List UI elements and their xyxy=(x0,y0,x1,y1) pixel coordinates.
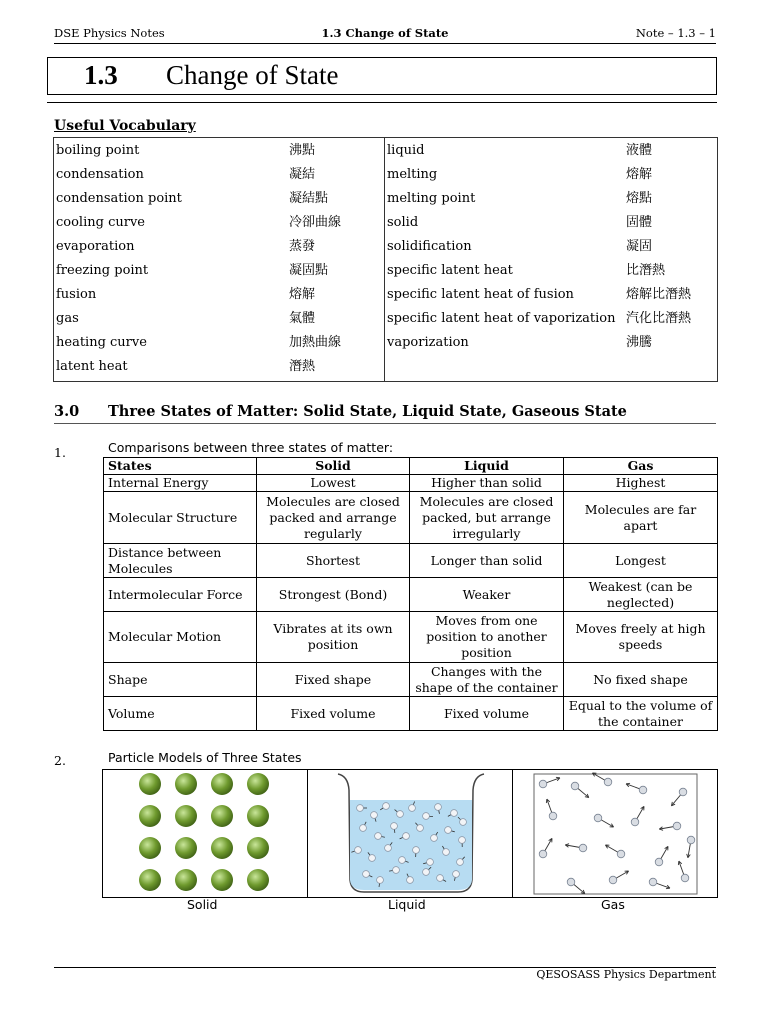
vocab-translation: 潛熱 xyxy=(289,359,316,374)
vocab-term: cooling curve xyxy=(56,215,145,230)
table-row xyxy=(104,492,718,544)
table-cell: Vibrates at its own position xyxy=(257,612,410,663)
liquid-particle xyxy=(460,819,467,826)
table-row xyxy=(104,663,718,697)
liquid-particle xyxy=(385,845,392,852)
vocab-row xyxy=(54,163,717,187)
gas-particle xyxy=(571,782,579,790)
liquid-particle xyxy=(397,811,404,818)
solid-particle xyxy=(211,773,233,795)
liquid-particle xyxy=(369,855,376,862)
table-header: Gas xyxy=(564,458,718,475)
vocab-translation: 冷卻曲線 xyxy=(289,215,342,230)
vocab-term: vaporization xyxy=(387,335,469,350)
vocab-translation: 沸騰 xyxy=(626,335,653,350)
table-cell: Moves from one position to another position xyxy=(410,612,564,663)
vocab-row xyxy=(54,211,717,235)
vocab-term: solid xyxy=(387,215,419,230)
table-cell: Fixed volume xyxy=(257,697,410,731)
vocab-term: boiling point xyxy=(56,143,140,158)
vocab-row xyxy=(54,283,717,307)
vocab-term: liquid xyxy=(387,143,425,158)
liquid-particle xyxy=(371,812,378,819)
vocab-row xyxy=(54,139,717,163)
vocab-term: solidification xyxy=(387,239,472,254)
table-cell: No fixed shape xyxy=(564,663,718,697)
vocab-translation: 蒸發 xyxy=(289,239,316,254)
header-left: DSE Physics Notes xyxy=(54,26,165,40)
solid-particle xyxy=(211,869,233,891)
solid-particle xyxy=(247,869,269,891)
liquid-particle xyxy=(431,835,438,842)
page-header xyxy=(54,26,716,42)
table-row xyxy=(104,544,718,578)
caption-solid: Solid xyxy=(187,897,218,912)
solid-particle xyxy=(175,773,197,795)
vocab-row xyxy=(54,187,717,211)
table-cell: Equal to the volume of the container xyxy=(564,697,718,731)
vocab-translation: 加熱曲線 xyxy=(289,335,342,350)
solid-particle xyxy=(139,869,161,891)
gas-particle xyxy=(539,780,547,788)
table-cell: Molecules are closed packed and arrange regularly xyxy=(257,492,410,544)
vocab-translation: 汽化比潛熱 xyxy=(626,311,692,326)
vocab-row xyxy=(54,355,717,379)
table-cell: Weaker xyxy=(410,578,564,612)
gas-particle-diagram xyxy=(513,770,717,897)
table-cell: Molecular Structure xyxy=(104,492,257,544)
solid-particle xyxy=(139,773,161,795)
gas-particle xyxy=(549,812,557,820)
gas-particle xyxy=(594,814,602,822)
q1-number: 1. xyxy=(54,445,66,460)
liquid-particle xyxy=(355,847,362,854)
table-row xyxy=(104,475,718,492)
solid-particle xyxy=(175,869,197,891)
vocab-translation: 比潛熱 xyxy=(626,263,666,278)
gas-particle xyxy=(687,836,695,844)
caption-gas: Gas xyxy=(601,897,625,912)
vocab-translation: 凝固 xyxy=(626,239,653,254)
q2-number: 2. xyxy=(54,753,66,768)
comparison-table xyxy=(103,457,718,731)
section-title: Three States of Matter: Solid State, Liquid State, Gaseous State xyxy=(108,403,627,420)
liquid-particle xyxy=(413,847,420,854)
header-center: 1.3 Change of State xyxy=(321,26,449,40)
liquid-particle xyxy=(399,857,406,864)
table-row xyxy=(104,578,718,612)
table-cell: Molecules are far apart xyxy=(564,492,718,544)
caption-liquid: Liquid xyxy=(388,897,426,912)
solid-particle xyxy=(139,837,161,859)
vocab-row xyxy=(54,259,717,283)
solid-particle xyxy=(211,837,233,859)
gas-particle xyxy=(539,850,547,858)
particle-models-figure xyxy=(102,769,718,898)
table-cell: Shape xyxy=(104,663,257,697)
vocab-term: specific latent heat of vaporization xyxy=(387,311,616,326)
vocab-term: fusion xyxy=(56,287,97,302)
table-cell: Internal Energy xyxy=(104,475,257,492)
liquid-particle xyxy=(391,823,398,830)
liquid-particle xyxy=(457,859,464,866)
gas-particle xyxy=(673,822,681,830)
vocab-translation: 氣體 xyxy=(289,311,316,326)
vocab-term: melting point xyxy=(387,191,476,206)
gas-particle xyxy=(681,874,689,882)
vocab-translation: 熔解比潛熱 xyxy=(626,287,692,302)
liquid-particle xyxy=(375,833,382,840)
vocab-term: melting xyxy=(387,167,438,182)
section-rule xyxy=(54,423,716,424)
title-box xyxy=(47,57,717,95)
liquid-particle xyxy=(417,825,424,832)
liquid-particle xyxy=(451,810,458,817)
solid-particle-diagram xyxy=(103,770,307,897)
liquid-particle xyxy=(403,833,410,840)
table-cell: Shortest xyxy=(257,544,410,578)
gas-particle xyxy=(609,876,617,884)
vocab-table xyxy=(53,137,718,382)
solid-particle xyxy=(175,837,197,859)
vocab-translation: 熔解 xyxy=(289,287,316,302)
vocab-translation: 熔點 xyxy=(626,191,653,206)
gas-particle xyxy=(679,788,687,796)
vocab-term: heating curve xyxy=(56,335,147,350)
solid-particle xyxy=(211,805,233,827)
table-cell: Highest xyxy=(564,475,718,492)
liquid-particle xyxy=(423,813,430,820)
liquid-particle xyxy=(427,859,434,866)
vocab-row xyxy=(54,307,717,331)
table-header: Solid xyxy=(257,458,410,475)
table-cell: Changes with the shape of the container xyxy=(410,663,564,697)
liquid-particle xyxy=(407,877,414,884)
table-cell: Strongest (Bond) xyxy=(257,578,410,612)
solid-particle xyxy=(139,805,161,827)
table-cell: Intermolecular Force xyxy=(104,578,257,612)
liquid-particle xyxy=(393,867,400,874)
table-header: Liquid xyxy=(410,458,564,475)
liquid-particle xyxy=(383,803,390,810)
table-cell: Moves freely at high speeds xyxy=(564,612,718,663)
page-footer: QESOSASS Physics Department xyxy=(536,968,716,981)
vocab-translation: 凝結點 xyxy=(289,191,329,206)
vocab-term: evaporation xyxy=(56,239,135,254)
table-row xyxy=(104,697,718,731)
liquid-particle xyxy=(459,837,466,844)
vocab-heading: Useful Vocabulary xyxy=(54,118,196,134)
liquid-particle xyxy=(409,805,416,812)
table-cell: Molecular Motion xyxy=(104,612,257,663)
solid-particle xyxy=(175,805,197,827)
vocab-translation: 熔解 xyxy=(626,167,653,182)
vocab-term: gas xyxy=(56,311,79,326)
gas-particle xyxy=(631,818,639,826)
gas-particle xyxy=(617,850,625,858)
liquid-particle xyxy=(377,877,384,884)
table-cell: Longer than solid xyxy=(410,544,564,578)
table-cell: Distance between Molecules xyxy=(104,544,257,578)
vocab-term: latent heat xyxy=(56,359,128,374)
vocab-translation: 沸點 xyxy=(289,143,316,158)
chapter-number: 1.3 xyxy=(84,60,118,90)
liquid-particle xyxy=(453,871,460,878)
vocab-translation: 凝結 xyxy=(289,167,316,182)
liquid-particle xyxy=(437,875,444,882)
table-cell: Lowest xyxy=(257,475,410,492)
gas-particle xyxy=(604,778,612,786)
table-header-row xyxy=(104,458,718,475)
q1-text: Comparisons between three states of matter: xyxy=(108,440,394,455)
vocab-term: specific latent heat of fusion xyxy=(387,287,574,302)
solid-particle xyxy=(247,773,269,795)
gas-particle xyxy=(579,844,587,852)
gas-particle xyxy=(639,786,647,794)
table-cell: Longest xyxy=(564,544,718,578)
liquid-particle xyxy=(435,804,442,811)
table-cell: Fixed volume xyxy=(410,697,564,731)
gas-container xyxy=(534,774,697,894)
vocab-translation: 液體 xyxy=(626,143,653,158)
table-row xyxy=(104,612,718,663)
liquid-particle xyxy=(363,871,370,878)
solid-particle xyxy=(247,805,269,827)
vocab-translation: 凝固點 xyxy=(289,263,329,278)
table-header: States xyxy=(104,458,257,475)
liquid-particle xyxy=(357,805,364,812)
q2-text: Particle Models of Three States xyxy=(108,750,302,765)
vocab-term: specific latent heat xyxy=(387,263,513,278)
gas-particle xyxy=(649,878,657,886)
gas-particle xyxy=(567,878,575,886)
liquid-particle-diagram xyxy=(308,770,512,897)
table-cell: Volume xyxy=(104,697,257,731)
header-right: Note – 1.3 – 1 xyxy=(635,26,716,40)
table-cell: Molecules are closed packed, but arrange irregularly xyxy=(410,492,564,544)
vocab-term: condensation point xyxy=(56,191,182,206)
table-cell: Fixed shape xyxy=(257,663,410,697)
liquid-particle xyxy=(445,827,452,834)
vocab-row xyxy=(54,235,717,259)
liquid-particle xyxy=(360,825,367,832)
solid-particle xyxy=(247,837,269,859)
vocab-translation: 固體 xyxy=(626,215,653,230)
title-rule xyxy=(47,102,717,103)
vocab-term: freezing point xyxy=(56,263,149,278)
gas-particle xyxy=(655,858,663,866)
vocab-term: condensation xyxy=(56,167,144,182)
liquid-particle xyxy=(423,869,430,876)
table-cell: Higher than solid xyxy=(410,475,564,492)
page-title: Change of State xyxy=(166,60,339,90)
table-cell: Weakest (can be neglected) xyxy=(564,578,718,612)
header-rule xyxy=(54,43,716,44)
section-number: 3.0 xyxy=(54,403,80,420)
vocab-row xyxy=(54,331,717,355)
liquid-particle xyxy=(443,849,450,856)
